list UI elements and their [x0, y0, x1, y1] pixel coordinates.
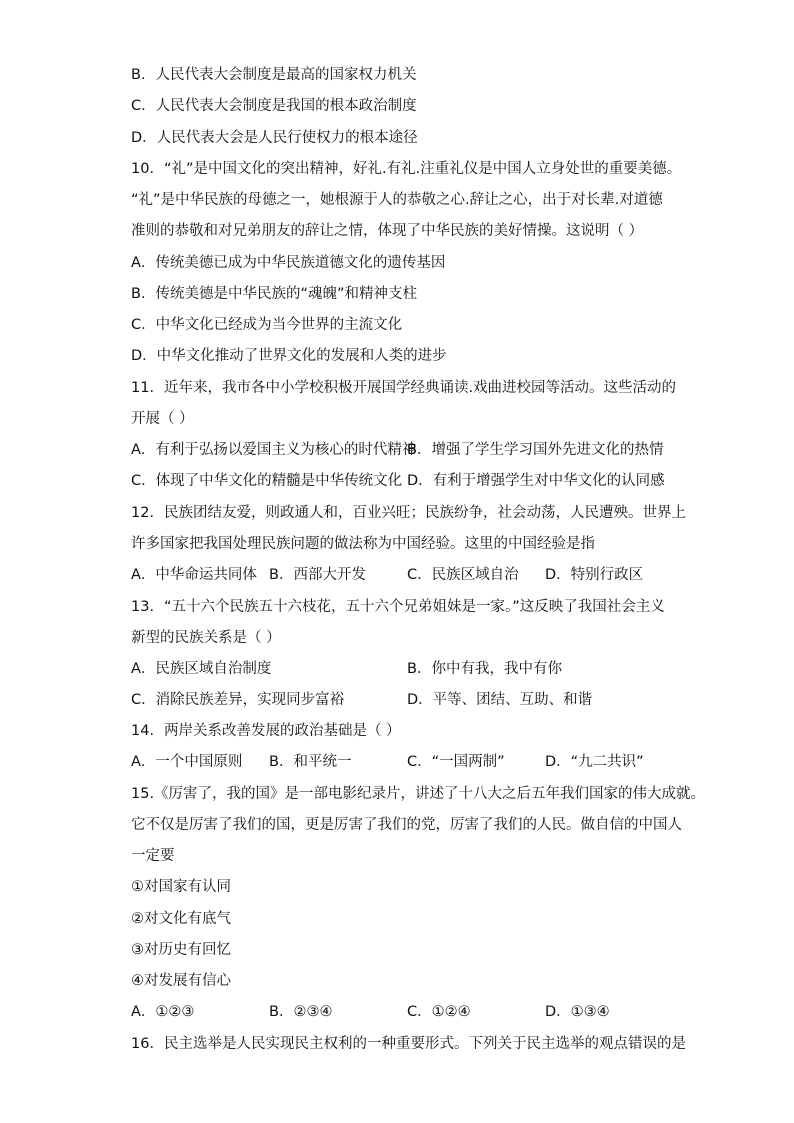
q9-option-d: D．人民代表大会是人民行使权力的根本途径 [131, 130, 418, 146]
q10-option-c: C．中华文化已经成为当今世界的主流文化 [131, 317, 403, 333]
q12-option-c: C．民族区域自治 [407, 567, 519, 583]
q14-option-d: D．“九二共识” [545, 754, 644, 770]
q15-option-b: B．②③④ [269, 1004, 333, 1020]
q12-option-a: A．中华命运共同体 [131, 567, 257, 583]
q11-stem-line-2: 开展（ ） [131, 411, 194, 427]
q11-option-b: B．增强了学生学习国外先进文化的热情 [407, 442, 664, 458]
q13-option-c: C．消除民族差异，实现同步富裕 [131, 692, 345, 708]
q15-option-a: A．①②③ [131, 1004, 195, 1020]
q11-options-row-2 [131, 470, 671, 492]
q10-stem-line-2: “礼”是中华民族的母德之一，她根源于人的恭敬之心.辞让之心，出于对长辈.对道德 [131, 192, 663, 208]
q11-options-row-1 [131, 439, 671, 461]
q12-options-row [131, 564, 671, 586]
q15-item-4: ④对发展有信心 [131, 973, 231, 989]
q10-option-d: D．中华文化推动了世界文化的发展和人类的进步 [131, 348, 447, 364]
q15-item-2: ②对文化有底气 [131, 911, 231, 927]
q12-stem-line-1: 12．民族团结友爱，则政通人和，百业兴旺；民族纷争，社会动荡，人民遭殃。世界上 [131, 505, 686, 521]
q10-stem-line-3: 准则的恭敬和对兄弟朋友的辞让之情，体现了中华民族的美好情操。这说明（ ） [131, 223, 644, 239]
q10-stem-line-1: 10．“礼”是中国文化的突出精神，好礼.有礼.注重礼仪是中国人立身处世的重要美德。 [131, 161, 682, 177]
q13-stem-line-1: 13．“五十六个民族五十六枝花，五十六个兄弟姐妹是一家。”这反映了我国社会主义 [131, 599, 665, 615]
q11-option-c: C．体现了中华文化的精髓是中华传统文化 [131, 473, 403, 489]
q14-option-c: C．“一国两制” [407, 754, 505, 770]
q13-option-b: B．你中有我，我中有你 [407, 661, 562, 677]
q13-options-row-2 [131, 689, 671, 711]
q15-item-1: ①对国家有认同 [131, 879, 231, 895]
q14-option-b: B．和平统一 [269, 754, 352, 770]
q15-stem-line-1: 15.《厉害了，我的国》是一部电影纪录片，讲述了十八大之后五年我们国家的伟大成就。 [131, 786, 706, 802]
q13-options-row-1 [131, 658, 671, 680]
q13-option-a: A．民族区域自治制度 [131, 661, 272, 677]
q15-option-c: C．①②④ [407, 1004, 471, 1020]
q11-stem-line-1: 11．近年来，我市各中小学校积极开展国学经典诵读.戏曲进校园等活动。这些活动的 [131, 380, 677, 396]
q15-options-row [131, 1001, 671, 1023]
q14-stem: 14．两岸关系改善发展的政治基础是（ ） [131, 723, 401, 739]
q12-stem-line-2: 许多国家把我国处理民族问题的做法称为中国经验。这里的中国经验是指 [131, 536, 595, 552]
q15-stem-line-3: 一定要 [131, 848, 175, 864]
q10-option-b: B．传统美德是中华民族的“魂魄”和精神支柱 [131, 286, 417, 302]
q15-stem-line-2: 它不仅是厉害了我们的国，更是厉害了我们的党，厉害了我们的人民。做自信的中国人 [131, 817, 682, 833]
q16-stem: 16．民主选举是人民实现民主权利的一种重要形式。下列关于民主选举的观点错误的是 [131, 1036, 686, 1052]
q15-item-3: ③对历史有回忆 [131, 942, 231, 958]
q9-option-b: B．人民代表大会制度是最高的国家权力机关 [131, 67, 417, 83]
q10-option-a: A．传统美德已成为中华民族道德文化的遗传基因 [131, 255, 446, 271]
q15-option-d: D．①③④ [545, 1004, 610, 1020]
q12-option-b: B．西部大开发 [269, 567, 366, 583]
q11-option-d: D．有利于增强学生对中华文化的认同感 [407, 473, 665, 489]
q9-option-c: C．人民代表大会制度是我国的根本政治制度 [131, 98, 417, 114]
q13-option-d: D．平等、团结、互助、和谐 [407, 692, 593, 708]
q14-option-a: A．一个中国原则 [131, 754, 243, 770]
q14-options-row [131, 751, 671, 773]
q13-stem-line-2: 新型的民族关系是（ ） [131, 630, 281, 646]
q11-option-a: A．有利于弘扬以爱国主义为核心的时代精神 [131, 442, 417, 458]
q12-option-d: D．特别行政区 [545, 567, 644, 583]
